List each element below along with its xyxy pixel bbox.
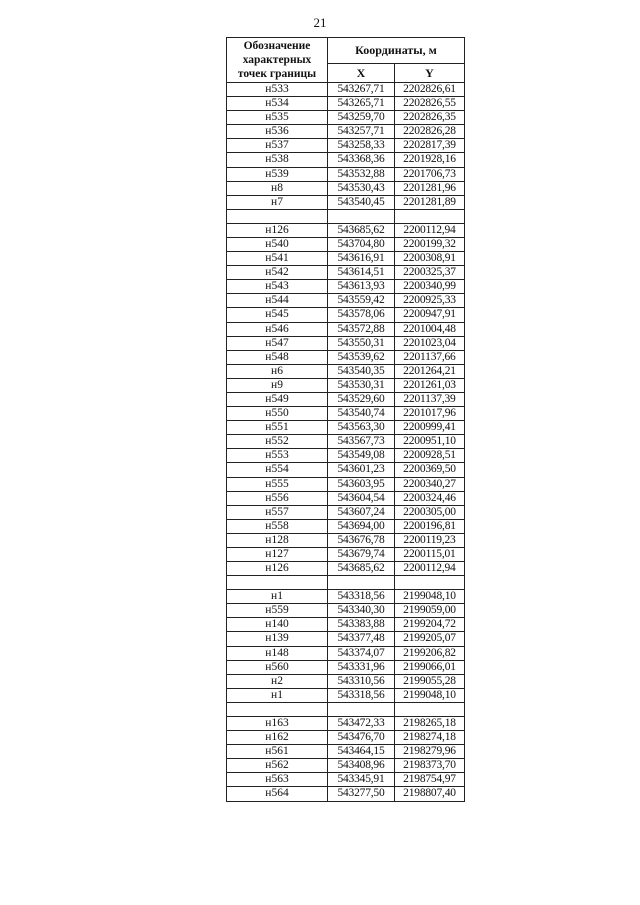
x-cell: 543530,43 — [328, 181, 395, 195]
point-cell: н6 — [227, 364, 328, 378]
table-row — [227, 294, 465, 308]
x-cell: 543694,00 — [328, 519, 395, 533]
x-cell: 543532,88 — [328, 167, 395, 181]
point-cell: н555 — [227, 477, 328, 491]
point-cell: н8 — [227, 181, 328, 195]
point-cell: н539 — [227, 167, 328, 181]
point-cell: н127 — [227, 548, 328, 562]
y-cell: 2200112,94 — [395, 562, 465, 576]
y-cell: 2200947,91 — [395, 308, 465, 322]
x-cell: 543318,56 — [328, 590, 395, 604]
point-cell: н563 — [227, 773, 328, 787]
x-cell: 543377,48 — [328, 632, 395, 646]
x-cell: 543408,96 — [328, 759, 395, 773]
x-cell: 543472,33 — [328, 716, 395, 730]
y-cell: 2201928,16 — [395, 153, 465, 167]
table-row — [227, 322, 465, 336]
y-cell: 2202826,61 — [395, 83, 465, 97]
table-row — [227, 280, 465, 294]
table-row — [227, 660, 465, 674]
x-cell: 543540,45 — [328, 195, 395, 209]
y-cell: 2198373,70 — [395, 759, 465, 773]
point-cell: н557 — [227, 505, 328, 519]
y-cell: 2200925,33 — [395, 294, 465, 308]
table-row — [227, 576, 465, 590]
y-cell: 2200951,10 — [395, 435, 465, 449]
point-cell: н551 — [227, 421, 328, 435]
y-cell: 2199206,82 — [395, 646, 465, 660]
table-row — [227, 83, 465, 97]
table-row — [227, 421, 465, 435]
y-cell: 2201023,04 — [395, 336, 465, 350]
x-cell: 543530,31 — [328, 378, 395, 392]
point-cell: н558 — [227, 519, 328, 533]
y-cell: 2202826,55 — [395, 97, 465, 111]
point-cell: н162 — [227, 731, 328, 745]
page-number: 21 — [313, 15, 327, 30]
x-cell: 543318,56 — [328, 688, 395, 702]
y-cell: 2201281,96 — [395, 181, 465, 195]
x-cell: 543567,73 — [328, 435, 395, 449]
point-cell: н537 — [227, 139, 328, 153]
table-row — [227, 139, 465, 153]
y-cell: 2199204,72 — [395, 618, 465, 632]
x-cell: 543607,24 — [328, 505, 395, 519]
x-cell: 543539,62 — [328, 350, 395, 364]
point-cell: н549 — [227, 392, 328, 406]
table-row — [227, 350, 465, 364]
x-cell: 543277,50 — [328, 787, 395, 801]
x-cell: 543464,15 — [328, 745, 395, 759]
point-cell: н547 — [227, 336, 328, 350]
y-cell: 2201004,48 — [395, 322, 465, 336]
x-cell: 543572,88 — [328, 322, 395, 336]
table-row — [227, 731, 465, 745]
point-cell: н2 — [227, 674, 328, 688]
point-cell: н542 — [227, 266, 328, 280]
y-cell: 2198279,96 — [395, 745, 465, 759]
table-row — [227, 449, 465, 463]
x-cell: 543529,60 — [328, 392, 395, 406]
y-cell: 2200340,99 — [395, 280, 465, 294]
point-cell — [227, 209, 328, 223]
point-cell — [227, 576, 328, 590]
x-cell: 543685,62 — [328, 223, 395, 237]
table-row — [227, 702, 465, 716]
table-row — [227, 336, 465, 350]
header-y: Y — [395, 64, 465, 83]
y-cell: 2202826,35 — [395, 111, 465, 125]
table-row — [227, 674, 465, 688]
x-cell: 543257,71 — [328, 125, 395, 139]
header-designation: Обозначение характерных точек границы — [227, 38, 328, 83]
header-coordinates: Координаты, м — [328, 38, 465, 64]
y-cell: 2200196,81 — [395, 519, 465, 533]
table-row — [227, 632, 465, 646]
y-cell: 2201261,03 — [395, 378, 465, 392]
x-cell: 543685,62 — [328, 562, 395, 576]
y-cell: 2200325,37 — [395, 266, 465, 280]
x-cell: 543265,71 — [328, 97, 395, 111]
table-row — [227, 252, 465, 266]
point-cell: н139 — [227, 632, 328, 646]
point-cell: н552 — [227, 435, 328, 449]
y-cell: 2200324,46 — [395, 491, 465, 505]
point-cell: н535 — [227, 111, 328, 125]
point-cell: н541 — [227, 252, 328, 266]
x-cell: 543601,23 — [328, 463, 395, 477]
x-cell: 543540,35 — [328, 364, 395, 378]
table-row — [227, 435, 465, 449]
y-cell: 2200115,01 — [395, 548, 465, 562]
point-cell: н550 — [227, 407, 328, 421]
x-cell: 543549,08 — [328, 449, 395, 463]
table-row — [227, 378, 465, 392]
point-cell: н126 — [227, 562, 328, 576]
x-cell: 543613,93 — [328, 280, 395, 294]
point-cell: н534 — [227, 97, 328, 111]
table-row — [227, 153, 465, 167]
point-cell: н533 — [227, 83, 328, 97]
y-cell: 2200305,00 — [395, 505, 465, 519]
x-cell: 543310,56 — [328, 674, 395, 688]
y-cell: 2202826,28 — [395, 125, 465, 139]
point-cell: н561 — [227, 745, 328, 759]
x-cell: 543258,33 — [328, 139, 395, 153]
x-cell — [328, 702, 395, 716]
table-row — [227, 209, 465, 223]
table-row — [227, 111, 465, 125]
table-row — [227, 266, 465, 280]
y-cell: 2201281,89 — [395, 195, 465, 209]
x-cell: 543563,30 — [328, 421, 395, 435]
y-cell: 2198274,18 — [395, 731, 465, 745]
y-cell: 2201264,21 — [395, 364, 465, 378]
table-row — [227, 646, 465, 660]
table-row — [227, 590, 465, 604]
y-cell: 2201017,96 — [395, 407, 465, 421]
point-cell — [227, 702, 328, 716]
table-row — [227, 181, 465, 195]
x-cell — [328, 209, 395, 223]
x-cell: 543676,78 — [328, 533, 395, 547]
table-row — [227, 308, 465, 322]
point-cell: н536 — [227, 125, 328, 139]
x-cell: 543331,96 — [328, 660, 395, 674]
y-cell: 2200999,41 — [395, 421, 465, 435]
table-row — [227, 237, 465, 251]
point-cell: н1 — [227, 590, 328, 604]
y-cell: 2200308,91 — [395, 252, 465, 266]
x-cell: 543559,42 — [328, 294, 395, 308]
point-cell: н128 — [227, 533, 328, 547]
x-cell: 543604,54 — [328, 491, 395, 505]
x-cell: 543340,30 — [328, 604, 395, 618]
y-cell: 2199048,10 — [395, 590, 465, 604]
point-cell: н556 — [227, 491, 328, 505]
x-cell: 543550,31 — [328, 336, 395, 350]
point-cell: н553 — [227, 449, 328, 463]
point-cell: н140 — [227, 618, 328, 632]
table-row — [227, 477, 465, 491]
table-row — [227, 787, 465, 801]
y-cell: 2198754,97 — [395, 773, 465, 787]
table-row — [227, 463, 465, 477]
point-cell: н546 — [227, 322, 328, 336]
table-row — [227, 604, 465, 618]
y-cell: 2201706,73 — [395, 167, 465, 181]
x-cell: 543616,91 — [328, 252, 395, 266]
y-cell: 2201137,66 — [395, 350, 465, 364]
table-row — [227, 195, 465, 209]
table-row — [227, 562, 465, 576]
table-row — [227, 167, 465, 181]
x-cell: 543267,71 — [328, 83, 395, 97]
table-row — [227, 491, 465, 505]
point-cell: н163 — [227, 716, 328, 730]
table-body — [227, 83, 465, 802]
table-row — [227, 688, 465, 702]
point-cell: н559 — [227, 604, 328, 618]
table-row — [227, 392, 465, 406]
x-cell: 543540,74 — [328, 407, 395, 421]
x-cell: 543614,51 — [328, 266, 395, 280]
point-cell: н7 — [227, 195, 328, 209]
point-cell: н126 — [227, 223, 328, 237]
point-cell: н148 — [227, 646, 328, 660]
table-row — [227, 759, 465, 773]
table-row — [227, 745, 465, 759]
y-cell: 2198265,18 — [395, 716, 465, 730]
y-cell — [395, 576, 465, 590]
point-cell: н540 — [227, 237, 328, 251]
y-cell: 2199059,00 — [395, 604, 465, 618]
x-cell — [328, 576, 395, 590]
point-cell: н564 — [227, 787, 328, 801]
x-cell: 543374,07 — [328, 646, 395, 660]
table-row — [227, 618, 465, 632]
x-cell: 543704,80 — [328, 237, 395, 251]
table-row — [227, 505, 465, 519]
x-cell: 543603,95 — [328, 477, 395, 491]
header-x: X — [328, 64, 395, 83]
table-row — [227, 407, 465, 421]
y-cell: 2200199,32 — [395, 237, 465, 251]
y-cell: 2200119,23 — [395, 533, 465, 547]
point-cell: н544 — [227, 294, 328, 308]
point-cell: н554 — [227, 463, 328, 477]
y-cell: 2199055,28 — [395, 674, 465, 688]
table-row — [227, 716, 465, 730]
point-cell: н1 — [227, 688, 328, 702]
x-cell: 543679,74 — [328, 548, 395, 562]
x-cell: 543578,06 — [328, 308, 395, 322]
x-cell: 543476,70 — [328, 731, 395, 745]
point-cell: н543 — [227, 280, 328, 294]
table-row — [227, 125, 465, 139]
point-cell: н538 — [227, 153, 328, 167]
point-cell: н560 — [227, 660, 328, 674]
x-cell: 543383,88 — [328, 618, 395, 632]
y-cell: 2200112,94 — [395, 223, 465, 237]
y-cell: 2199048,10 — [395, 688, 465, 702]
point-cell: н548 — [227, 350, 328, 364]
table-row — [227, 548, 465, 562]
table-row — [227, 773, 465, 787]
y-cell — [395, 702, 465, 716]
y-cell — [395, 209, 465, 223]
point-cell: н545 — [227, 308, 328, 322]
y-cell: 2200340,27 — [395, 477, 465, 491]
x-cell: 543259,70 — [328, 111, 395, 125]
table-row — [227, 97, 465, 111]
x-cell: 543345,91 — [328, 773, 395, 787]
table-row — [227, 364, 465, 378]
x-cell: 543368,36 — [328, 153, 395, 167]
y-cell: 2201137,39 — [395, 392, 465, 406]
table-row — [227, 223, 465, 237]
table-row — [227, 533, 465, 547]
point-cell: н562 — [227, 759, 328, 773]
y-cell: 2199205,07 — [395, 632, 465, 646]
y-cell: 2198807,40 — [395, 787, 465, 801]
coordinates-table — [226, 37, 465, 802]
y-cell: 2200369,50 — [395, 463, 465, 477]
table-row — [227, 519, 465, 533]
point-cell: н9 — [227, 378, 328, 392]
y-cell: 2200928,51 — [395, 449, 465, 463]
y-cell: 2202817,39 — [395, 139, 465, 153]
y-cell: 2199066,01 — [395, 660, 465, 674]
